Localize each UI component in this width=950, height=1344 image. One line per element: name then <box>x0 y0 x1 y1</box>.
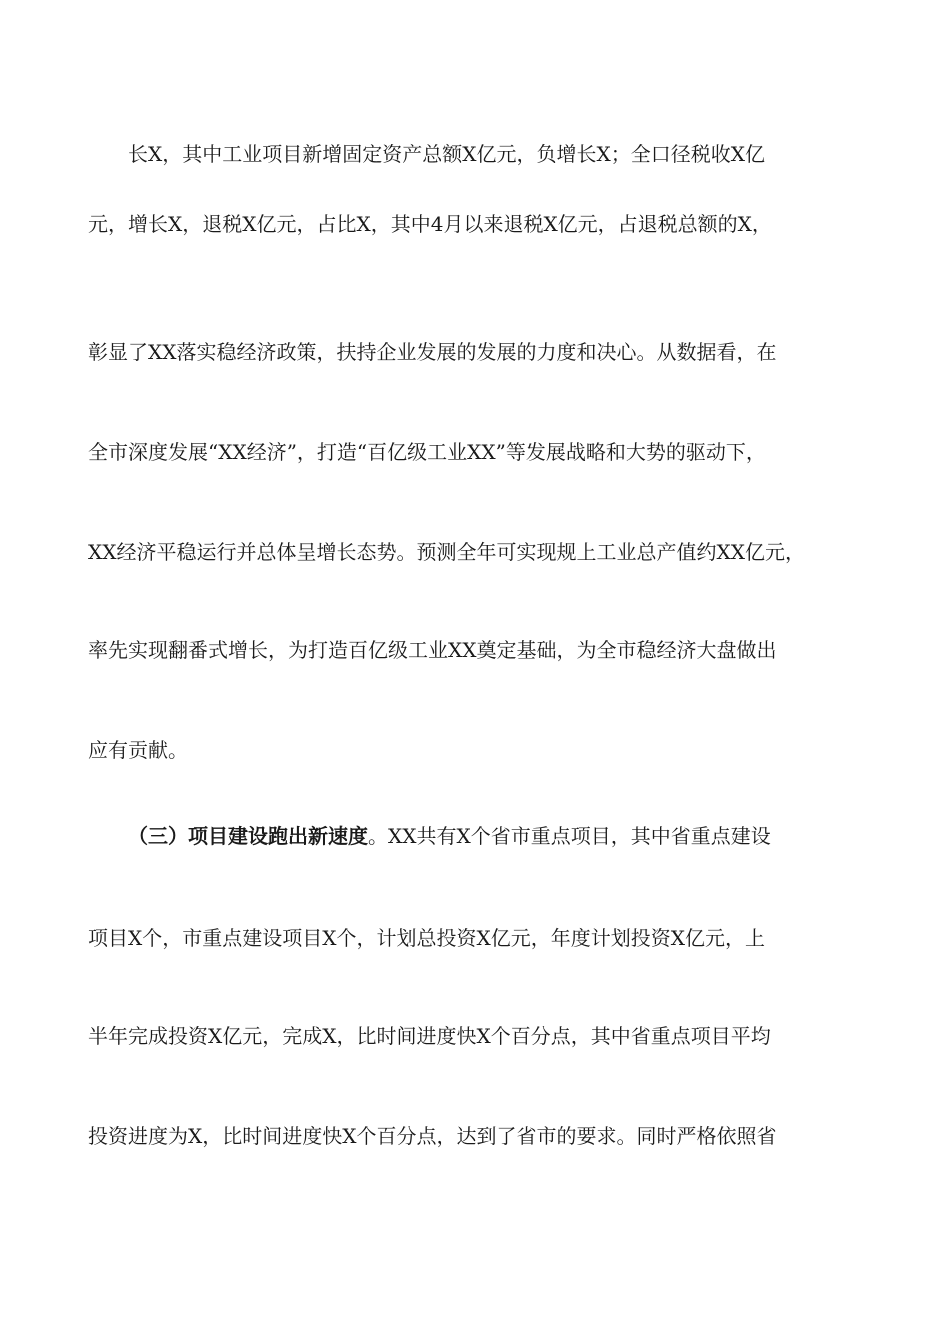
section-heading-rest: 。XX共有X个省市重点项目，其中省重点建设 <box>368 824 771 848</box>
text-line: 长X，其中工业项目新增固定资产总额X亿元，负增长X；全口径税收X亿 <box>128 142 765 166</box>
section-heading: （三）项目建设跑出新速度 <box>128 824 368 848</box>
text-line: 元，增长X，退税X亿元，占比X，其中4月以来退税X亿元，占退税总额的X， <box>88 212 772 236</box>
text-line: 率先实现翻番式增长，为打造百亿级工业XX奠定基础，为全市稳经济大盘做出 <box>88 638 777 662</box>
text-line: 应有贡献。 <box>88 738 188 762</box>
text-line: 投资进度为X，比时间进度快X个百分点，达到了省市的要求。同时严格依照省 <box>88 1124 777 1148</box>
text-line: XX经济平稳运行并总体呈增长态势。预测全年可实现规上工业总产值约XX亿元， <box>88 540 805 564</box>
section-heading-line <box>128 822 868 850</box>
text-line: 彰显了XX落实稳经济政策，扶持企业发展的发展的力度和决心。从数据看，在 <box>88 340 777 364</box>
text-line: 全市深度发展“XX经济”，打造“百亿级工业XX”等发展战略和大势的驱动下， <box>88 440 766 464</box>
text-line: 项目X个，市重点建设项目X个，计划总投资X亿元，年度计划投资X亿元，上 <box>88 926 765 950</box>
text-line: 半年完成投资X亿元，完成X，比时间进度快X个百分点，其中省重点项目平均 <box>88 1024 771 1048</box>
